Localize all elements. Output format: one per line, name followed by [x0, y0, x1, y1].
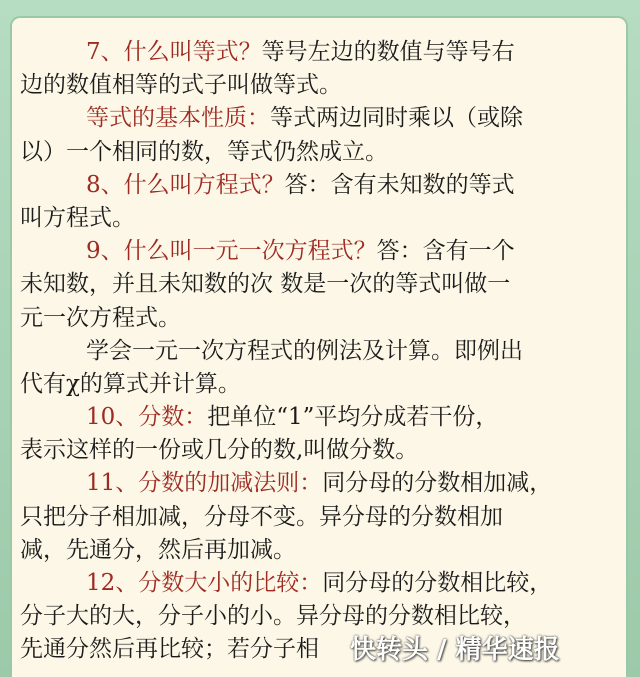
- text-line: [20, 534, 620, 567]
- body-text: 答：含有一个: [376, 238, 515, 265]
- body-text: 未知数，并且未知数的次 数是一次的等式叫做一: [20, 271, 511, 298]
- body-text: 叫方程式。: [20, 204, 135, 231]
- text-line: [20, 169, 620, 202]
- body-text: 学会一元一次方程式的例法及计算。即例出: [86, 337, 523, 364]
- text-line: [20, 202, 620, 235]
- body-text: 减，先通分，然后再加减。: [20, 536, 296, 563]
- text-line: [20, 401, 620, 434]
- body-text: 等号左边的数值与等号右: [261, 39, 515, 65]
- heading-highlight: 等式的基本性质：: [86, 105, 270, 132]
- body-text: 只把分子相加减，分母不变。异分母的分数相加: [20, 503, 503, 530]
- text-line: [20, 302, 620, 335]
- body-text: 代有χ的算式并计算。: [20, 370, 241, 397]
- heading-highlight: 9、什么叫一元一次方程式？: [86, 238, 377, 265]
- text-line: [20, 335, 620, 368]
- body-text: 以）一个相同的数，等式仍然成立。: [20, 138, 388, 165]
- body-text: 把单位“1”平均分成若干份，: [207, 404, 499, 431]
- text-line: [20, 501, 620, 534]
- body-text: 等式两边同时乘以（或除: [270, 105, 523, 132]
- text-line: [20, 467, 620, 500]
- text-line: [20, 102, 620, 135]
- document-text: [20, 36, 620, 667]
- body-text: 先通分然后再比较；若分子相: [20, 636, 319, 663]
- body-text: 同分母的分数相比较，: [322, 570, 553, 596]
- heading-highlight: 8、什么叫方程式？: [86, 171, 285, 198]
- heading-highlight: 11、分数的加减法则：: [86, 470, 323, 497]
- text-line: [20, 268, 620, 301]
- text-line: [20, 368, 620, 401]
- heading-highlight: 10、分数：: [86, 404, 208, 431]
- text-line: [20, 69, 620, 102]
- body-text: 边的数值相等的式子叫做等式。: [20, 72, 342, 99]
- text-line: [20, 235, 620, 268]
- text-line: [20, 434, 620, 467]
- body-text: 分子大的大，分子小的小。异分母的分数相比较，: [20, 603, 526, 630]
- body-text: 同分母的分数相加减，: [322, 470, 553, 497]
- document-card: [10, 16, 628, 677]
- body-text: 表示这样的一份或几分的数,叫做分数。: [20, 437, 419, 464]
- body-text: 元一次方程式。: [20, 304, 181, 331]
- text-line: [20, 36, 620, 69]
- heading-highlight: 12、分数大小的比较：: [86, 570, 323, 596]
- text-line: [20, 567, 620, 600]
- body-text: 答：含有未知数的等式: [284, 171, 515, 198]
- heading-highlight: 7、什么叫等式？: [86, 39, 262, 65]
- text-line: [20, 136, 620, 169]
- watermark-text: 快转头 / 精华速报: [350, 635, 560, 665]
